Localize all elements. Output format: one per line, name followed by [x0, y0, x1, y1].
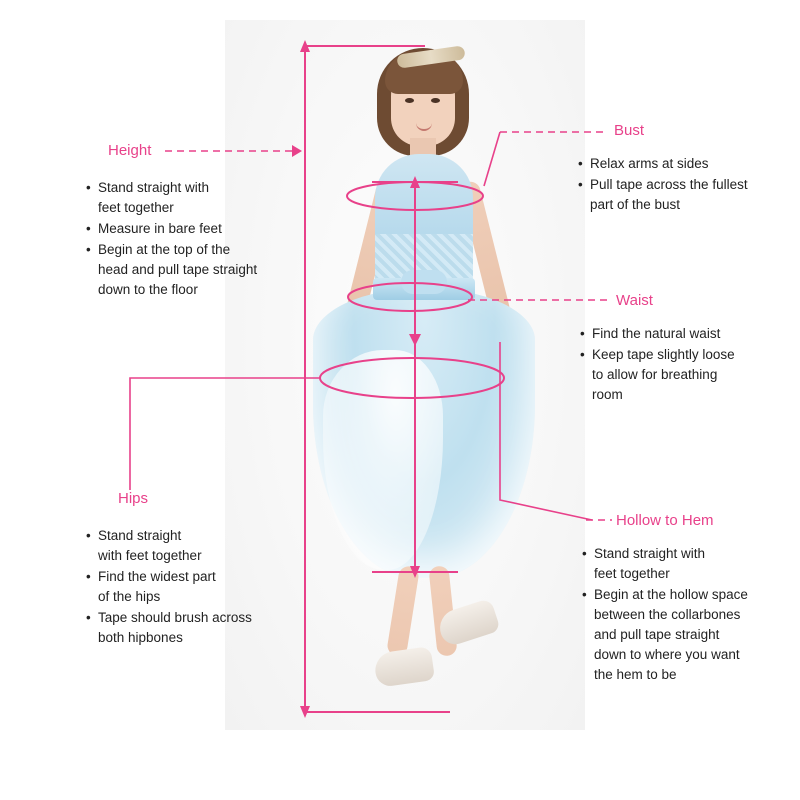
note-item: • Tape should brush across both hipbones: [86, 608, 306, 648]
label-waist: Waist: [616, 292, 653, 309]
notes-waist: [580, 324, 780, 406]
note-item: • Keep tape slightly loose to allow for breathing room: [580, 345, 780, 405]
note-item: • Begin at the top of the head and pull tape straight down to the floor: [86, 240, 296, 300]
note-item: • Relax arms at sides: [578, 154, 778, 174]
notes-height: [86, 178, 296, 301]
notes-bust: [578, 154, 778, 216]
notes-hollow-to-hem: [582, 544, 792, 686]
label-hollow-to-hem: Hollow to Hem: [616, 512, 714, 529]
note-item: • Stand straight with feet together: [582, 544, 792, 584]
dress-bow: [401, 270, 447, 294]
note-item: • Stand straight with feet together: [86, 178, 296, 218]
label-bust: Bust: [614, 122, 645, 139]
label-height: Height: [108, 142, 152, 159]
note-item: • Pull tape across the fullest part of the bust: [578, 175, 778, 215]
eye-left: [405, 98, 414, 103]
eye-right: [431, 98, 440, 103]
label-hips: Hips: [118, 490, 149, 507]
note-item: • Stand straight with feet together: [86, 526, 306, 566]
note-item: • Find the widest part of the hips: [86, 567, 306, 607]
note-item: • Begin at the hollow space between the collarbones and pull tape straight down to where you want the hem to be: [582, 585, 792, 685]
note-item: • Find the natural waist: [580, 324, 780, 344]
notes-hips: [86, 526, 306, 649]
note-item: • Measure in bare feet: [86, 219, 296, 239]
